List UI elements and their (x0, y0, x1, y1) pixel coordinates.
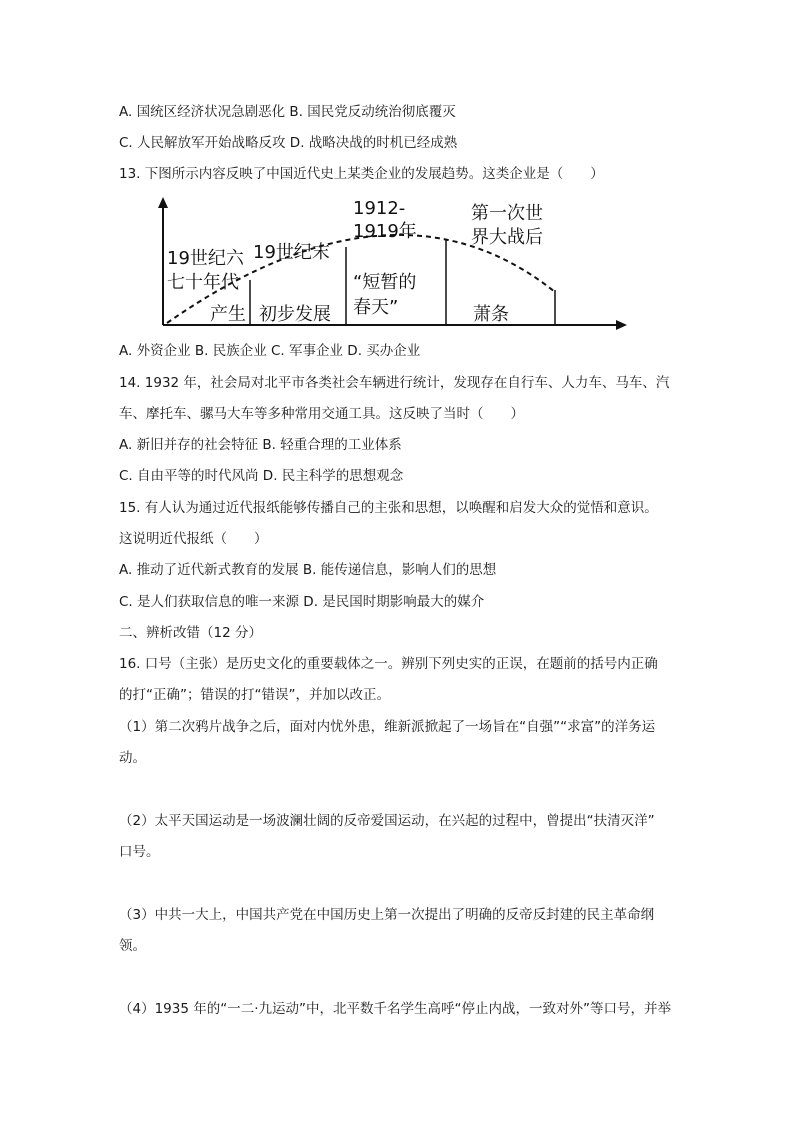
q14-stem-line2: 车、摩托车、骡马大车等多种常用交通工具。这反映了当时（ ） (119, 406, 524, 422)
stage3-period-line2: 1919年 (353, 221, 417, 242)
q16-item3-line1: （3）中共一大上，中国共产党在中国历史上第一次提出了明确的反帝反封建的民主革命纲 (119, 907, 655, 923)
stage4-label: 萧条 (473, 304, 509, 325)
stage1-period-line1: 19世纪六 (167, 248, 244, 269)
stage4-period-line2: 界大战后 (471, 227, 543, 248)
q14-options-ab: A. 新旧并存的社会特征 B. 轻重合理的工业体系 (119, 437, 402, 453)
q13-options: A. 外资企业 B. 民族企业 C. 军事企业 D. 买办企业 (119, 343, 421, 359)
stage3-period-line1: 1912- (353, 198, 406, 219)
stage2-period: 19世纪末 (253, 242, 330, 263)
q14-options-cd: C. 自由平等的时代风尚 D. 民主科学的思想观念 (119, 468, 404, 484)
x-axis-arrow (616, 320, 627, 330)
stage1-period-line2: 七十年代 (167, 272, 239, 293)
q13-stem: 13. 下图所示内容反映了中国近代史上某类企业的发展趋势。这类企业是（ ） (119, 166, 604, 182)
q15-stem-line1: 15. 有人认为通过近代报纸能够传播自己的主张和思想，以唤醒和启发大众的觉悟和意识。 (119, 500, 658, 516)
q14-stem-line1: 14. 1932 年，社会局对北平市各类社会车辆进行统计，发现存在自行车、人力车、马车、汽 (119, 375, 670, 391)
trend-chart-svg (155, 194, 630, 334)
stage3-label-line1: “短暂的 (353, 272, 417, 293)
stage2-label: 初步发展 (259, 304, 331, 325)
q16-item2-line1: （2）太平天国运动是一场波澜壮阔的反帝爱国运动，在兴起的过程中，曾提出“扶清灭洋” (119, 813, 655, 829)
q16-item2-line2: 口号。 (119, 844, 160, 860)
q15-stem-line2: 这说明近代报纸（ ） (119, 531, 268, 547)
enterprise-trend-diagram (155, 194, 630, 334)
q12-options-ab: A. 国统区经济状况急剧恶化 B. 国民党反动统治彻底覆灭 (119, 104, 456, 120)
stage4-period-line1: 第一次世 (471, 203, 543, 224)
q16-stem-line1: 16. 口号（主张）是历史文化的重要载体之一。辨别下列史实的正误，在题前的括号内正确 (119, 656, 658, 672)
stage3-label-line2: 春天” (353, 297, 399, 318)
q15-options-cd: C. 是人们获取信息的唯一来源 D. 是民国时期影响最大的媒介 (119, 594, 485, 610)
stage1-label: 产生 (210, 304, 246, 325)
q12-options-cd: C. 人民解放军开始战略反攻 D. 战略决战的时机已经成熟 (119, 135, 458, 151)
q16-item4-line1: （4）1935 年的“一二·九运动”中，北平数千名学生高呼“停止内战，一致对外”等口号，并举 (119, 1001, 672, 1017)
y-axis-arrow (158, 197, 168, 208)
section-2-heading: 二、辨析改错（12 分） (119, 625, 262, 641)
q16-item1-line1: （1）第二次鸦片战争之后，面对内忧外患，维新派掀起了一场旨在“自强”“求富”的洋务运 (119, 719, 656, 735)
q15-options-ab: A. 推动了近代新式教育的发展 B. 能传递信息，影响人们的思想 (119, 562, 497, 578)
q16-stem-line2: 的打“正确”；错误的打“错误”，并加以改正。 (119, 687, 390, 703)
q16-item3-line2: 领。 (119, 938, 146, 954)
q16-item1-line2: 动。 (119, 750, 146, 766)
